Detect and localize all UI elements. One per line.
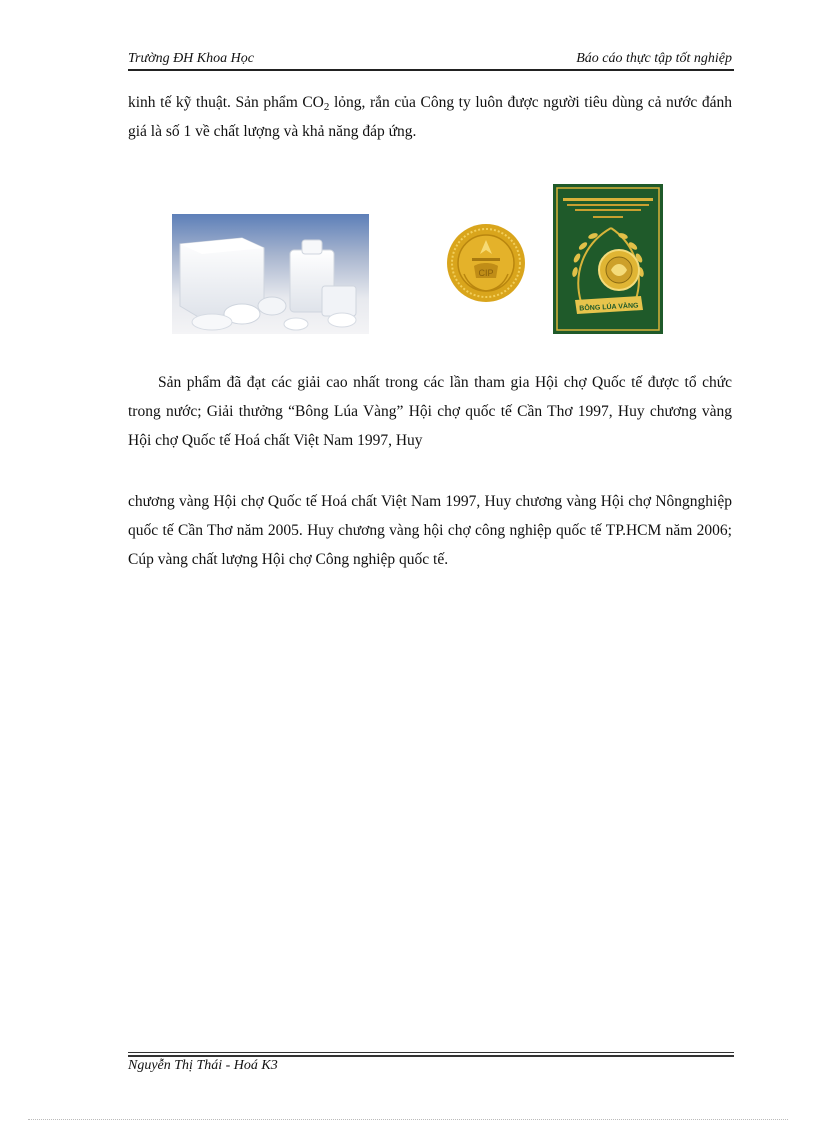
header-rule <box>128 69 734 71</box>
footer-rule-thick <box>128 1055 734 1057</box>
svg-text:CIP: CIP <box>478 268 494 278</box>
gold-medal <box>446 222 526 304</box>
bong-lua-vang-certificate <box>553 184 663 334</box>
footer-author: Nguyễn Thị Thái - Hoá K3 <box>128 1058 278 1073</box>
certificate-banner-text: BÔNG LÚA VÀNG <box>579 302 639 313</box>
co2-subscript: 2 <box>323 101 330 113</box>
footer-rule-thin <box>128 1052 734 1053</box>
dry-ice-photo <box>172 214 369 334</box>
paragraph-intro-before: kinh tế kỹ thuật. Sản phẩm CO <box>128 94 324 111</box>
header-report-title: Báo cáo thực tập tốt nghiệp <box>576 51 732 66</box>
page-header <box>128 51 732 69</box>
paragraph-awards: Sản phẩm đã đạt các giải cao nhất trong các lần tham gia Hội chợ Quốc tế được tổ chức trong nước; Giải thưởng “Bông Lúa Vàng” Hội chợ quốc tế Cần Thơ 1997, Huy chương vàng Hội chợ Quốc tế Hoá chất Việt Nam 1997, Huy <box>128 374 732 449</box>
paragraph-medals: chương vàng Hội chợ Quốc tế Hoá chất Việt Nam 1997, Huy chương vàng Hội chợ Nôngnghiệp quốc tế Cần Thơ năm 2005. Huy chương vàng hội chợ công nghiệp quốc tế TP.HCM năm 2006; Cúp vàng chất lượng Hội chợ Công nghiệp quốc tế. <box>128 493 732 568</box>
paragraph-intro-after: lỏng, rắn của Công ty luôn được người tiêu dùng cả nước đánh giá là số 1 về chất lượng và khả năng đáp ứng. <box>128 94 732 140</box>
page-bottom-dotted-line <box>28 1119 788 1120</box>
dry-ice-blocks-icon <box>172 214 369 334</box>
gold-medal-icon <box>446 222 526 304</box>
paragraph-intro <box>128 88 732 146</box>
header-school: Trường ĐH Khoa Học <box>128 51 254 66</box>
certificate-rice-icon <box>553 184 663 334</box>
